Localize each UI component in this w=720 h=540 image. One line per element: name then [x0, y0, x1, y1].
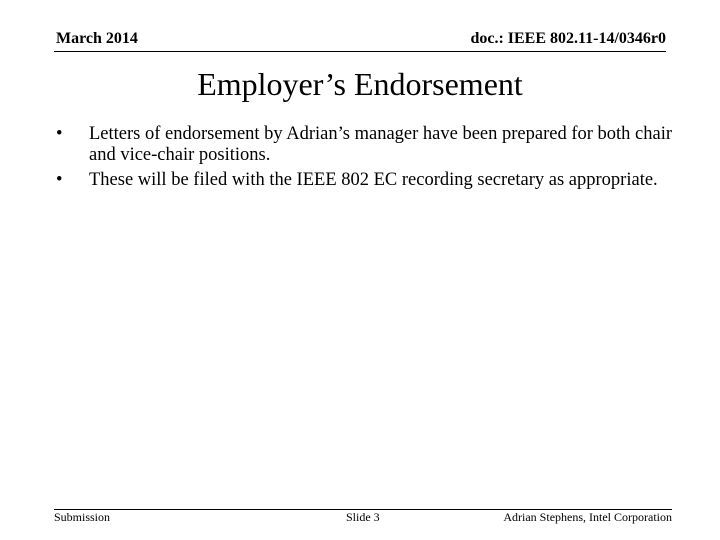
bullet-list [56, 124, 676, 195]
bullet-text: These will be filed with the IEEE 802 EC recording secretary as appropriate. [89, 170, 658, 190]
header-date: March 2014 [56, 30, 138, 47]
bullet-item [56, 124, 676, 166]
header-doc-id: doc.: IEEE 802.11-14/0346r0 [470, 30, 666, 47]
footer-submission: Submission [54, 510, 111, 524]
slide-title: Employer’s Endorsement [197, 66, 523, 102]
bullet-text: Letters of endorsement by Adrian’s manager have been prepared for both chair and vice-chair positions. [89, 124, 673, 165]
header-divider [54, 51, 666, 52]
bullet-item [56, 170, 676, 191]
footer-author: Adrian Stephens, Intel Corporation [503, 510, 672, 524]
bullet-marker: • [56, 170, 63, 190]
bullet-marker: • [56, 124, 63, 144]
footer-slide-number: Slide 3 [346, 510, 380, 524]
